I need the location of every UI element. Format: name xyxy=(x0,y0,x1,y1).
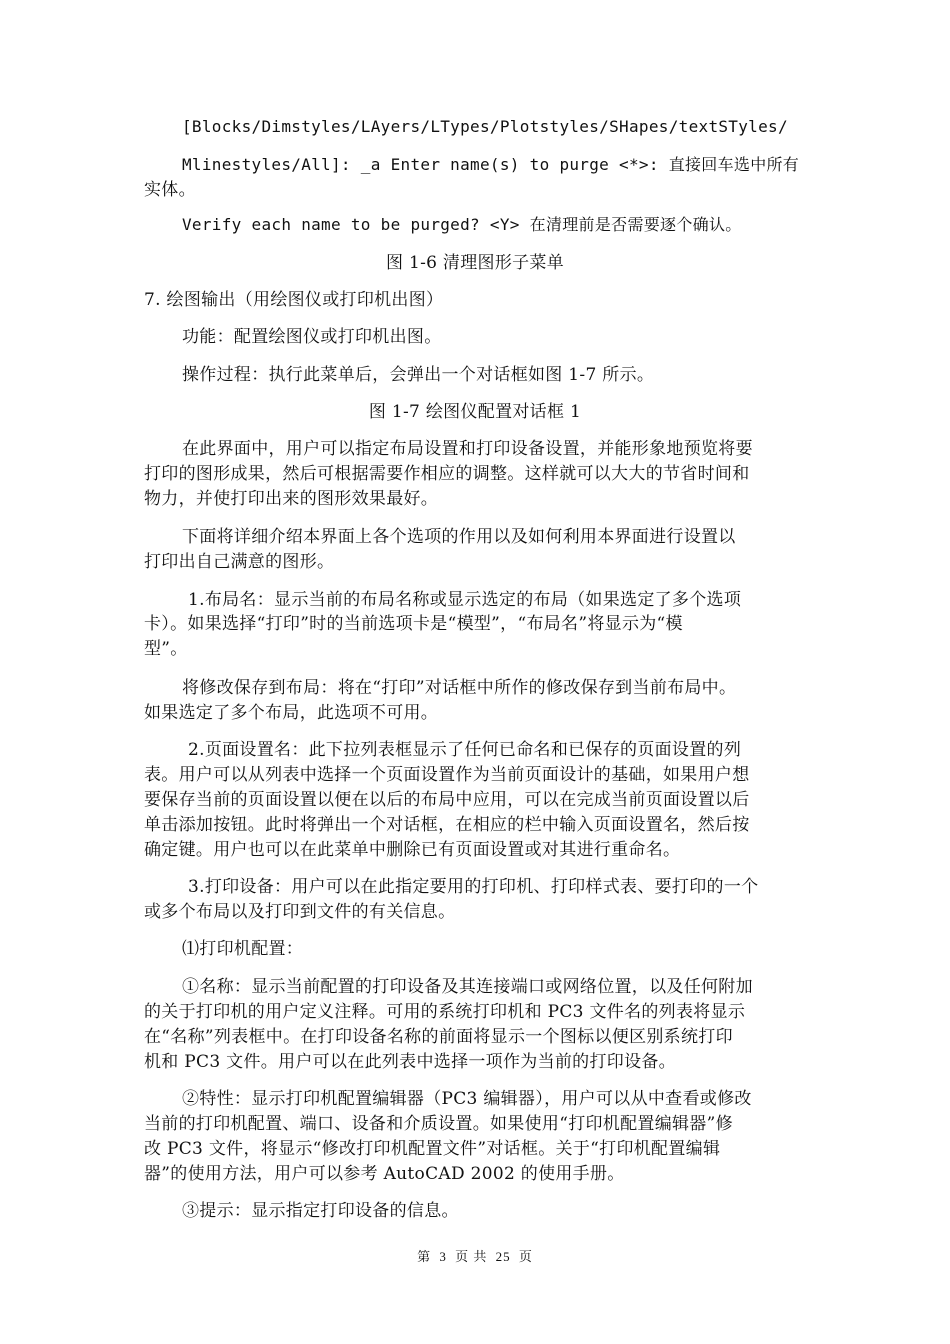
total-pages: 25 xyxy=(495,1249,511,1264)
text-line: [Blocks/Dimstyles/LAyers/LTypes/Plotstyles/SHapes/textSTyles/ xyxy=(182,117,788,136)
footer-prefix: 第 xyxy=(417,1249,432,1264)
page-footer xyxy=(0,1246,950,1265)
text-line: ①名称：显示当前配置的打印设备及其连接端口或网络位置，以及任何附加 xyxy=(182,977,753,997)
text-line: 在此界面中，用户可以指定布局设置和打印设备设置，并能形象地预览将要 xyxy=(182,439,753,459)
text-line: 器”的使用方法，用户可以参考 AutoCAD 2002 的使用手册。 xyxy=(144,1164,625,1184)
text-line: 单击添加按钮。此时将弹出一个对话框，在相应的栏中输入页面设置名，然后按 xyxy=(144,815,750,835)
text-line: 将修改保存到布局：将在“打印”对话框中所作的修改保存到当前布局中。 xyxy=(182,678,737,698)
figure-caption: 图 1-6 清理图形子菜单 xyxy=(385,253,565,273)
text-line: 当前的打印机配置、端口、设备和介质设置。如果使用“打印机配置编辑器”修 xyxy=(144,1114,733,1134)
text-line: 1.布局名：显示当前的布局名称或显示选定的布局（如果选定了多个选项 xyxy=(188,590,742,610)
text-line: 型”。 xyxy=(144,639,188,659)
text-line: 卡）。如果选择“打印”时的当前选项卡是“模型”，“布局名”将显示为“模 xyxy=(144,614,683,634)
text-line: 实体。 xyxy=(144,180,196,200)
text-line: 改 PC3 文件，将显示“修改打印机配置文件”对话框。关于“打印机配置编辑 xyxy=(144,1139,721,1159)
page-number: 3 xyxy=(439,1249,447,1264)
text-line: Verify each name to be purged? <Y> 在清理前是否需要逐个确认。 xyxy=(182,215,742,234)
text-line: 确定键。用户也可以在此菜单中删除已有页面设置或对其进行重命名。 xyxy=(144,840,681,860)
text-line: 下面将详细介绍本界面上各个选项的作用以及如何利用本界面进行设置以 xyxy=(182,527,736,547)
text-line: 要保存当前的页面设置以便在以后的布局中应用，可以在完成当前页面设置以后 xyxy=(144,790,750,810)
text-line: 在“名称”列表框中。在打印设备名称的前面将显示一个图标以便区别系统打印 xyxy=(144,1027,733,1047)
text-line: 功能：配置绘图仪或打印机出图。 xyxy=(182,327,442,347)
text-line: ②特性：显示打印机配置编辑器（PC3 编辑器），用户可以从中查看或修改 xyxy=(182,1089,752,1109)
text-line: 如果选定了多个布局，此选项不可用。 xyxy=(144,703,439,723)
footer-middle: 页 共 xyxy=(455,1249,488,1264)
text-line: 表。用户可以从列表中选择一个页面设置作为当前页面设计的基础，如果用户想 xyxy=(144,765,750,785)
figure-caption: 图 1-7 绘图仪配置对话框 1 xyxy=(368,402,582,422)
text-line: 的关于打印机的用户定义注释。可用的系统打印机和 PC3 文件名的列表将显示 xyxy=(144,1002,746,1022)
text-line: 物力，并使打印出来的图形效果最好。 xyxy=(144,489,439,509)
text-line: 3.打印设备：用户可以在此指定要用的打印机、打印样式表、要打印的一个 xyxy=(188,877,759,897)
text-line: ⑴打印机配置： xyxy=(182,939,304,959)
text-line: 机和 PC3 文件。用户可以在此列表中选择一项作为当前的打印设备。 xyxy=(144,1052,676,1072)
text-line: 操作过程：执行此菜单后，会弹出一个对话框如图 1-7 所示。 xyxy=(182,365,655,385)
text-line: 2.页面设置名：此下拉列表框显示了任何已命名和已保存的页面设置的列 xyxy=(188,740,742,760)
text-line: Mlinestyles/All]: _a Enter name(s) to purge <*>: 直接回车选中所有 xyxy=(182,155,800,174)
footer-suffix: 页 xyxy=(518,1249,533,1264)
text-line: 打印出自己满意的图形。 xyxy=(144,552,335,572)
text-line: ③提示：显示指定打印设备的信息。 xyxy=(182,1201,459,1221)
text-line: 打印的图形成果，然后可根据需要作相应的调整。这样就可以大大的节省时间和 xyxy=(144,464,750,484)
text-line: 或多个布局以及打印到文件的有关信息。 xyxy=(144,902,456,922)
section-heading: 7. 绘图输出（用绘图仪或打印机出图） xyxy=(144,290,444,310)
